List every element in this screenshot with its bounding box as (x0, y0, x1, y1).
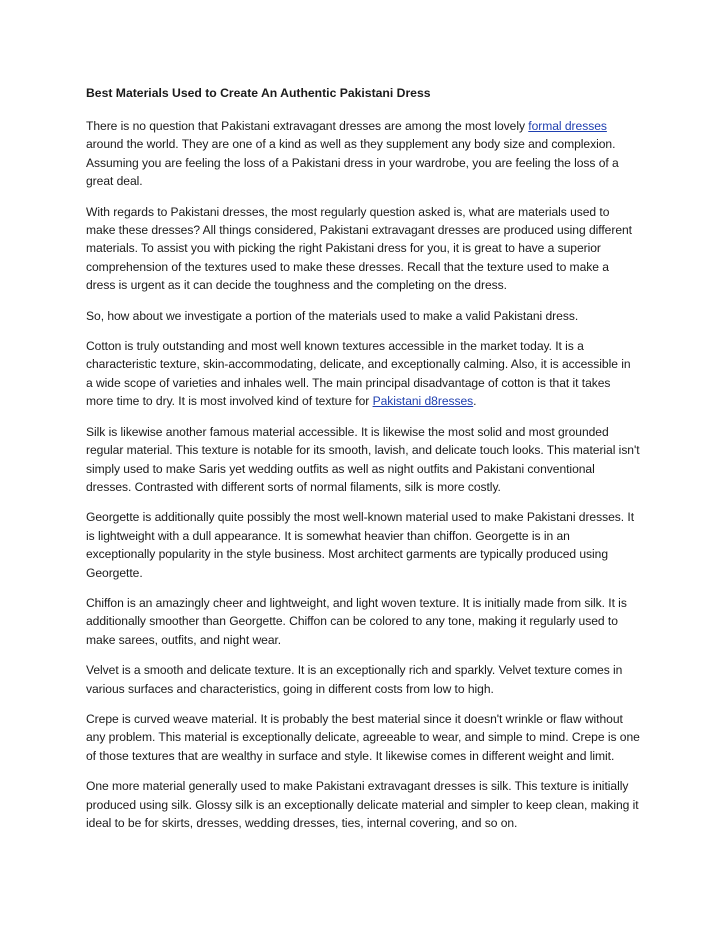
paragraph-velvet: Velvet is a smooth and delicate texture. It is an exceptionally rich and sparkly. Velvet texture comes in various surfaces and characteristics, going in different costs from low to high. (86, 663, 623, 696)
paragraph-silk: Silk is likewise another famous material accessible. It is likewise the most solid and most grounded regular material. This texture is notable for its smooth, lavish, and delicate touch looks. This material isn't simply used to make Saris yet wedding outfits as well as night outfits and Pakistani conventional dresses. Contrasted with different sorts of normal filaments, silk is more costly. (86, 424, 640, 494)
paragraph-intro-text-start: There is no question that Pakistani extravagant dresses are among the most lovely (86, 119, 529, 133)
paragraph-intro (86, 117, 640, 191)
paragraph-cotton-end: . (473, 394, 477, 409)
paragraph-georgette: Georgette is additionally quite possibly the most well-known material used to make Pakistani dresses. It is lightweight with a dull appearance. It is somewhat heavier than chiffon. Georgette is in an exceptionally popularity in the style business. Most architect garments are typically produced using Georgette. (86, 510, 635, 580)
paragraph-cotton-text: Cotton is truly outstanding and most well known textures accessible in the market today. It is a characteristic texture, skin-accommodating, delicate, and exceptionally calming. Also, it is accessible in a wide scope of varieties and inhales well. The main principal disadvantage of cotton is that it takes more time to dry. It is most involved kind of texture for (86, 339, 631, 409)
paragraph-intro-text-end: around the world. They are one of a kind as well as they supplement any body size and complexion. Assuming you are feeling the loss of a Pakistani dress in your wardrobe, you are feeling the loss of a great deal. (86, 137, 619, 189)
formal-dresses-link[interactable]: formal dresses (528, 119, 607, 133)
paragraph-investigate: So, how about we investigate a portion of the materials used to make a valid Pakistani dress. (86, 308, 579, 323)
paragraph-materials-question: With regards to Pakistani dresses, the most regularly question asked is, what are materials used to make these dresses? All things considered, Pakistani extravagant dresses are produced using different materials. To assist you with picking the right Pakistani dress for you, it is great to have a superior comprehension of the textures used to make these dresses. Recall that the texture used to make a dress is urgent as it can decide the toughness and the completing on the dress. (86, 204, 632, 293)
paragraph-glossy-silk: One more material generally used to make Pakistani extravagant dresses is silk. This texture is initially produced using silk. Glossy silk is an exceptionally delicate material and simpler to keep clean, making it ideal to be for skirts, dresses, wedding dresses, ties, internal covering, and so on. (86, 779, 639, 830)
document-title: Best Materials Used to Create An Authentic Pakistani Dress (86, 86, 431, 100)
paragraph-cotton (86, 337, 640, 411)
pakistani-dresses-link[interactable]: Pakistani d8resses (372, 394, 474, 409)
paragraph-chiffon: Chiffon is an amazingly cheer and lightweight, and light woven texture. It is initially made from silk. It is additionally smoother than Georgette. Chiffon can be colored to any tone, making it regularly used to make sarees, outfits, and night wear. (86, 595, 627, 647)
paragraph-crepe: Crepe is curved weave material. It is probably the best material since it doesn't wrinkle or flaw without any problem. This material is exceptionally delicate, agreeable to wear, and simple to mind. Crepe is one of those textures that are wealthy in surface and style. It likewise comes in different weight and limit. (86, 711, 640, 763)
